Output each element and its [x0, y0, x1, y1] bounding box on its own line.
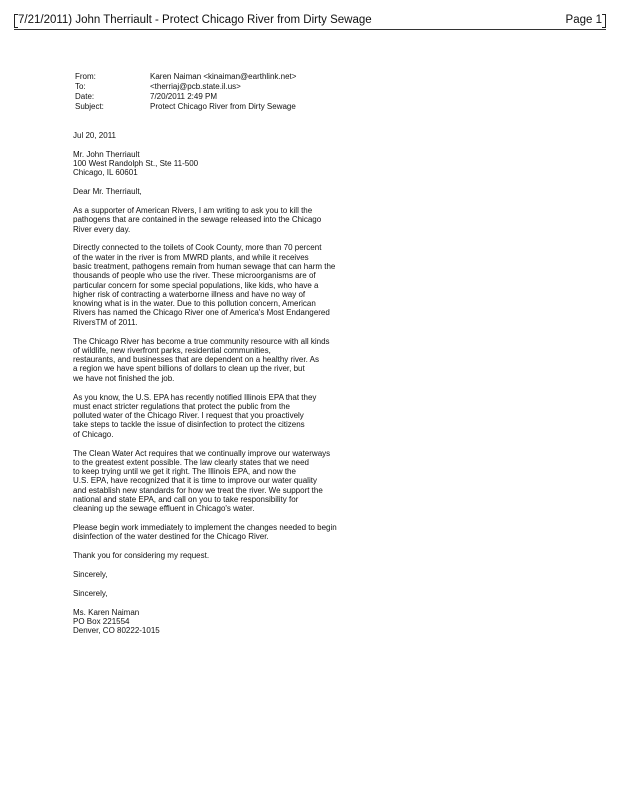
meta-label: Subject:: [75, 102, 104, 111]
meta-value: Protect Chicago River from Dirty Sewage: [150, 102, 296, 111]
paragraph-line: take steps to tackle the issue of disinfection to protect the citizens: [73, 420, 305, 430]
closing-text: Sincerely,: [73, 569, 108, 579]
letter-paragraph: [73, 206, 553, 234]
page-header: [14, 12, 606, 30]
salutation: [73, 187, 553, 196]
paragraph-line: U.S. EPA, have recognized that it is time to improve our water quality: [73, 476, 317, 486]
paragraph-line: Directly connected to the toilets of Cook County, more than 70 percent: [73, 243, 322, 253]
paragraph-line: of the water in the river is from MWRD plants, and while it receives: [73, 252, 309, 262]
signature-block: [73, 608, 553, 636]
paragraph-line: pathogens that are contained in the sewage released into the Chicago: [73, 215, 322, 225]
letter-date: [73, 131, 553, 140]
meta-value: Karen Naiman <kinaiman@earthlink.net>: [150, 72, 297, 81]
signature-line: Denver, CO 80222-1015: [73, 626, 160, 636]
letter-paragraph: [73, 337, 553, 383]
paragraph-line: River every day.: [73, 224, 131, 234]
paragraph-line: to keep trying until we get it right. The Illinois EPA, and now the: [73, 467, 296, 477]
letter-paragraph: [73, 449, 553, 514]
letter-paragraphs: [73, 206, 553, 561]
letter-paragraph: [73, 393, 553, 439]
paragraph-line: national and state EPA, and call on you to take responsibility for: [73, 495, 299, 504]
paragraph-line: RiversTM of 2011.: [73, 317, 138, 327]
paragraph-line: The Clean Water Act requires that we continually improve our waterways: [73, 448, 331, 458]
paragraph-line: As you know, the U.S. EPA has recently notified Illinois EPA that they: [73, 392, 317, 402]
paragraph-line: As a supporter of American Rivers, I am writing to ask you to kill the: [73, 205, 313, 215]
closing-repeat: [73, 589, 553, 598]
paragraph-line: a region we have spent billions of dollars to clean up the river, but: [73, 364, 305, 374]
paragraph-line: Rivers has named the Chicago River one of America's Most Endangered: [73, 308, 330, 318]
paragraph-line: basic treatment, pathogens remain from human sewage that can harm the: [73, 261, 336, 271]
meta-label: Date:: [75, 92, 95, 101]
address-line: Mr. John Therriault: [73, 149, 140, 159]
meta-value: 7/20/2011 2:49 PM: [150, 92, 218, 101]
paragraph-line: particular concern for some special populations, like kids, who have a: [73, 280, 319, 290]
salutation-text: Dear Mr. Therriault,: [73, 187, 142, 197]
meta-value: <therriaj@pcb.state.il.us>: [150, 82, 241, 91]
closing: [73, 570, 553, 579]
paragraph-line: disinfection of the water destined for the Chicago River.: [73, 532, 269, 542]
paragraph-line: polluted water of the Chicago River. I request that you proactively: [73, 411, 304, 421]
paragraph-line: thousands of people who use the river. These microorganisms are of: [73, 271, 316, 281]
letter-paragraph: [73, 551, 553, 560]
paragraph-line: Please begin work immediately to implement the changes needed to begin: [73, 523, 337, 533]
letter-body: [73, 131, 553, 645]
paragraph-line: to the greatest extent possible. The law clearly states that we need: [73, 457, 309, 467]
header-title: 7/21/2011) John Therriault - Protect Chicago River from Dirty Sewage: [18, 14, 372, 26]
paragraph-line: knowing what is in the water. Due to this pollution concern, American: [73, 299, 316, 309]
meta-label: From:: [75, 72, 96, 81]
paragraph-line: of wildlife, new riverfront parks, residential communities,: [73, 345, 271, 355]
paragraph-line: higher risk of contracting a waterborne illness and have no way of: [73, 289, 306, 299]
address-line: 100 West Randolph St., Ste 11-500: [73, 159, 199, 169]
letter-date-text: Jul 20, 2011: [73, 131, 116, 140]
closing-text: Sincerely,: [73, 588, 108, 598]
recipient-address: [73, 150, 553, 178]
paragraph-line: cleaning up the sewage effluent in Chicago's water.: [73, 504, 255, 514]
paragraph-line: restaurants, and businesses that are dependent on a healthy river. As: [73, 355, 319, 365]
header-page-number: Page 1: [565, 14, 602, 26]
signature-line: Ms. Karen Naiman: [73, 607, 140, 617]
paragraph-line: we have not finished the job.: [73, 373, 175, 383]
letter-paragraph: [73, 523, 553, 542]
meta-label: To:: [75, 82, 86, 91]
paragraph-line: The Chicago River has become a true community resource with all kinds: [73, 336, 330, 346]
paragraph-line: of Chicago.: [73, 429, 114, 439]
address-line: Chicago, IL 60601: [73, 168, 138, 178]
header-right-bracket: [602, 14, 606, 28]
letter-paragraph: [73, 243, 553, 327]
paragraph-line: and establish new standards for how we treat the river. We support the: [73, 485, 323, 495]
paragraph-line: must enact stricter regulations that protect the public from the: [73, 401, 290, 411]
signature-line: PO Box 221554: [73, 616, 130, 626]
paragraph-line: Thank you for considering my request.: [73, 551, 210, 561]
